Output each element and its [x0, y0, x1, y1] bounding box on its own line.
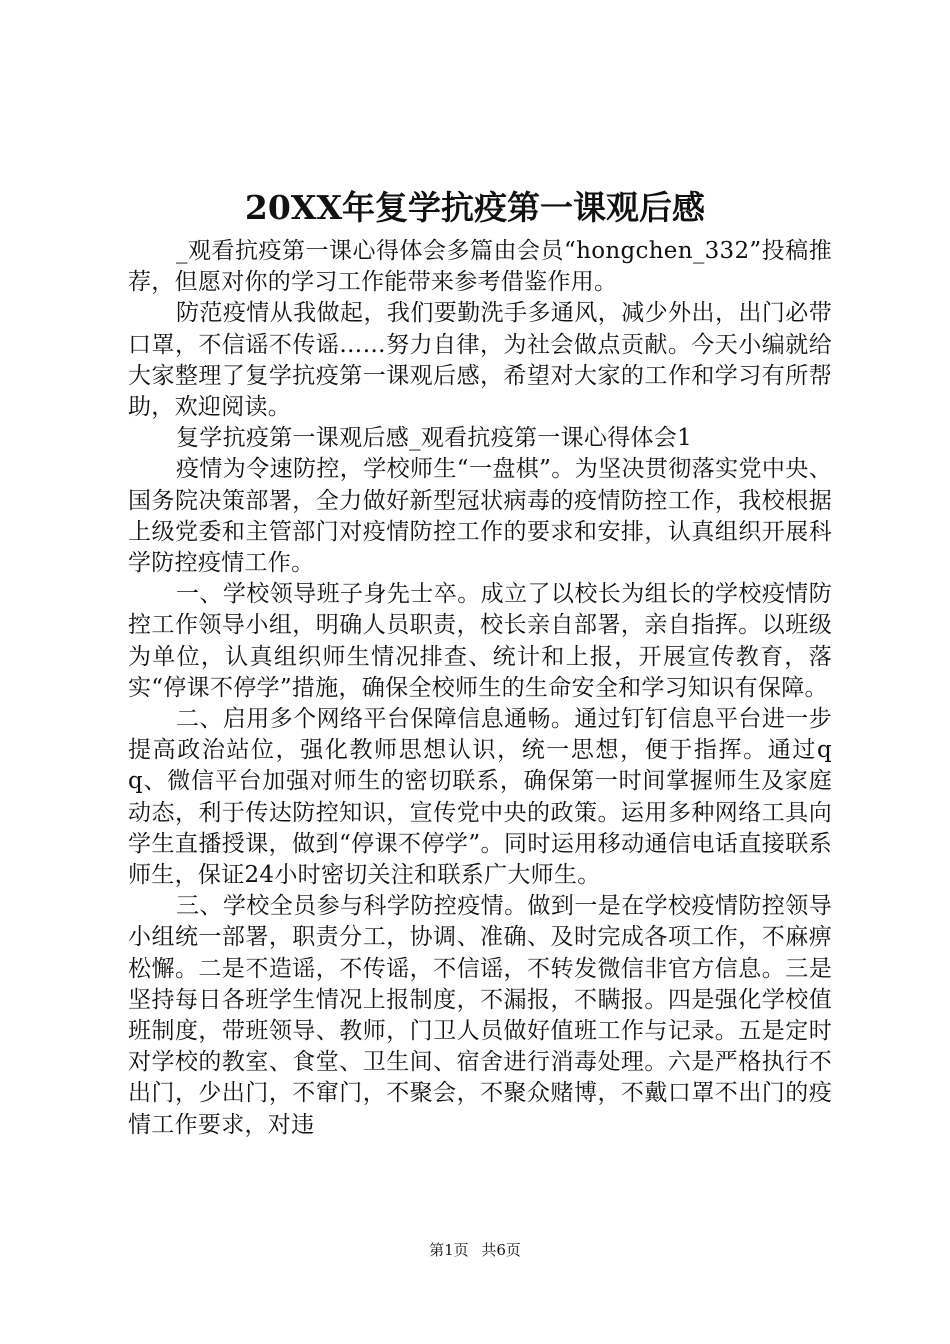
- paragraph-point-two: 二、启用多个网络平台保障信息通畅。通过钉钉信息平台进一步提高政治站位，强化教师思想认识，统一思想，便于指挥。通过qq、微信平台加强对师生的密切联系，确保第一时间掌握师生及家庭动态，利于传达防控知识，宣传党中央的政策。运用多种网络工具向学生直播授课，做到“停课不停学”。同时运用移动通信电话直接联系师生，保证24小时密切关注和联系广大师生。: [128, 706, 832, 889]
- page-footer: [0, 1240, 950, 1260]
- page-number: 第1页: [429, 1241, 469, 1259]
- paragraph-overview: 疫情为令速防控，学校师生“一盘棋”。为坚决贯彻落实党中央、国务院决策部署，全力做好新型冠状病毒的疫情防控工作，我校根据上级党委和主管部门对疫情防控工作的要求和安排，认真组织开展科学防控疫情工作。: [128, 456, 832, 577]
- paragraph-point-three: 三、学校全员参与科学防控疫情。做到一是在学校疫情防控领导小组统一部署，职责分工，协调、准确、及时完成各项工作，不麻痹松懈。二是不造谣，不传谣，不信谣，不转发微信非官方信息。三是坚持每日各班学生情况上报制度，不漏报，不瞒报。四是强化学校值班制度，带班领导、教师，门卫人员做好值班工作与记录。五是定时对学校的教室、食堂、卫生间、宿舍进行消毒处理。六是严格执行不出门，少出门，不窜门，不聚会，不聚众赌博，不戴口罩不出门的疫情工作要求，对违: [128, 893, 832, 1138]
- paragraph-intro: _观看抗疫第一课心得体会多篇由会员“hongchen_332”投稿推荐，但愿对你的学习工作能带来参考借鉴作用。: [128, 238, 832, 296]
- paragraph-section-heading: 复学抗疫第一课观后感_观看抗疫第一课心得体会1: [176, 425, 693, 452]
- paragraph-point-one: 一、学校领导班子身先士卒。成立了以校长为组长的学校疫情防控工作领导小组，明确人员职责，校长亲自部署，亲自指挥。以班级为单位，认真组织师生情况排查、统计和上报，开展宣传教育，落实“停课不停学”措施，确保全校师生的生命安全和学习知识有保障。: [128, 581, 832, 701]
- document-body: [128, 236, 832, 1141]
- paragraph-prevention: 防范疫情从我做起，我们要勤洗手多通风，减少外出，出门必带口罩，不信谣不传谣……努力自律，为社会做点贡献。今天小编就给大家整理了复学抗疫第一课观后感，希望对大家的工作和学习有所帮助，欢迎阅读。: [128, 300, 832, 421]
- document-title: 20XX年复学抗疫第一课观后感: [244, 188, 706, 227]
- page-total: 共6页: [481, 1241, 521, 1259]
